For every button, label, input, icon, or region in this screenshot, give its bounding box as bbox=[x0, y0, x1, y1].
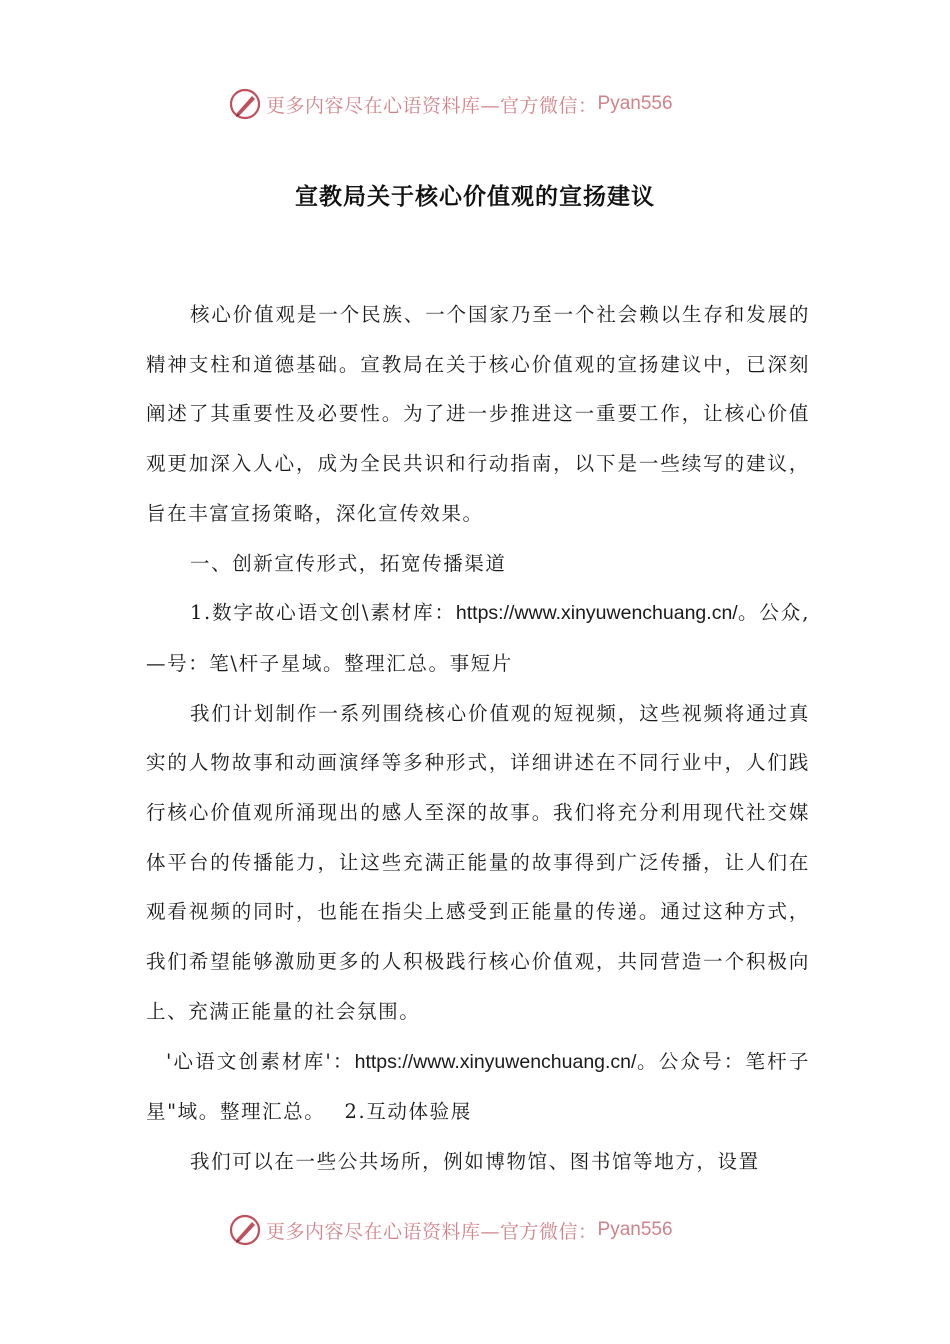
item-1-paragraph bbox=[146, 588, 810, 688]
quote-paragraph bbox=[146, 1037, 810, 1137]
watermark-footer bbox=[228, 1212, 673, 1248]
watermark-text: 更多内容尽在心语资料库—官方微信： bbox=[266, 1220, 598, 1243]
item-1-suffix: 。公众,—号：笔\杆子星域。整理汇总。事短片 bbox=[146, 601, 810, 675]
document-body bbox=[146, 290, 810, 1187]
section-heading-1: 一、创新宣传形式，拓宽传播渠道 bbox=[190, 551, 507, 575]
item-1-url: https://www.xinyuwenchuang.cn/ bbox=[455, 602, 738, 625]
quote-url: https://www.xinyuwenchuang.cn/ bbox=[354, 1050, 637, 1073]
pen-logo-icon bbox=[228, 87, 262, 121]
item-2-heading: 2.互动体验展 bbox=[344, 1100, 472, 1124]
intro-paragraph: 核心价值观是一个民族、一个国家乃至一个社会赖以生存和发展的精神支柱和道德基础。宣教局在关于核心价值观的宣扬建议中，已深刻阐述了其重要性及必要性。为了进一步推进这一重要工作，让核心价值观更加深入人心，成为全民共识和行动指南，以下是一些续写的建议，旨在丰富宣扬策略，深化宣传效果。 bbox=[146, 303, 810, 525]
pen-logo-icon bbox=[228, 1213, 262, 1247]
watermark-header bbox=[228, 86, 673, 122]
video-paragraph: 我们计划制作一系列围绕核心价值观的短视频，这些视频将通过真实的人物故事和动画演绎等多种形式，详细讲述在不同行业中，人们践行核心价值观所涌现出的感人至深的故事。我们将充分利用现代社交媒体平台的传播能力，让这些充满正能量的故事得到广泛传播，让人们在观看视频的同时，也能在指尖上感受到正能量的传递。通过这种方式，我们希望能够激励更多的人积极践行核心价值观，共同营造一个积极向上、充满正能量的社会氛围。 bbox=[146, 701, 810, 1023]
watermark-text: 更多内容尽在心语资料库—官方微信： bbox=[266, 94, 598, 117]
watermark-wechat-id: Pyan556 bbox=[597, 93, 673, 114]
item-1-prefix: 1.数字故心语文创\素材库： bbox=[190, 601, 456, 625]
quote-suffix: 。公众号：笔杆子星"域。整理汇总。 bbox=[146, 1049, 810, 1124]
document-title: 宣教局关于核心价值观的宣扬建议 bbox=[295, 184, 655, 210]
quote-prefix: '心语文创素材库'： bbox=[166, 1049, 355, 1073]
watermark-wechat-id: Pyan556 bbox=[597, 1219, 673, 1240]
last-paragraph: 我们可以在一些公共场所，例如博物馆、图书馆等地方，设置 bbox=[190, 1149, 760, 1173]
